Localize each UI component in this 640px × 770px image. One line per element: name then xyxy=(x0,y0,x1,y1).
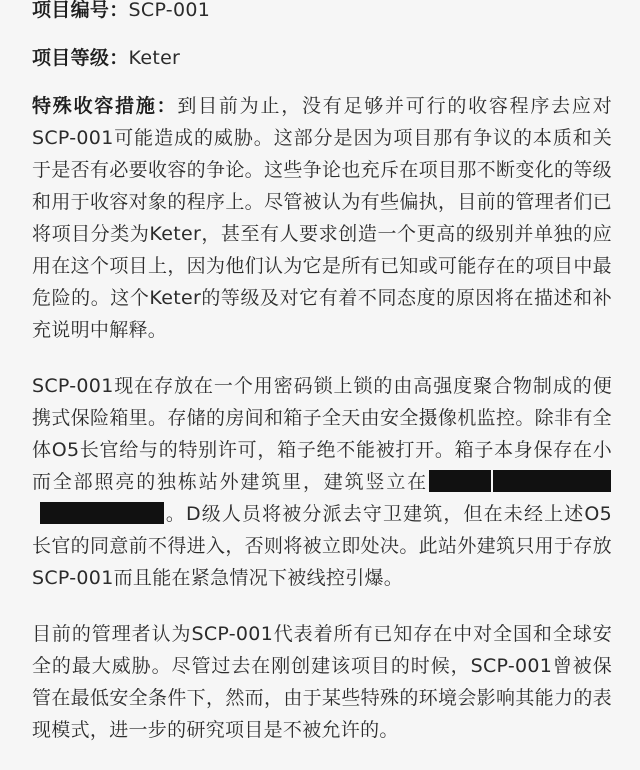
containment-paragraph-1-text: 到目前为止，没有足够并可行的收容程序去应对SCP-001可能造成的威胁。这部分是因为项目那有争议的本质和关于是否有必要收容的争论。这些争论也充斥在项目那不断变化的等级和用于收容对象的程序上。尽管被认为有些偏执，目前的管理者们已将项目分类为Keter，甚至有人要求创造一个更高的级别并单独的应用在这个项目上，因为他们认为它是所有已知或可能存在的项目中最危险的。这个Keter的等级及对它有着不同态度的原因将在描述和补充说明中解释。 xyxy=(32,95,612,341)
redaction-bar xyxy=(493,470,611,492)
document-body xyxy=(32,0,612,770)
object-class-value: Keter xyxy=(128,47,181,69)
containment-paragraph-2-after: 。D级人员将被分派去守卫建筑，但在未经上述O5长官的同意前不得进入，否则将被立即处决。此站外建筑只用于存放SCP-001而且能在紧急情况下被线控引爆。 xyxy=(32,503,612,589)
object-class-label: 项目等级： xyxy=(32,47,129,69)
redaction-bar xyxy=(429,470,491,492)
containment-paragraph-2 xyxy=(32,370,612,594)
item-number-line xyxy=(32,0,612,26)
containment-paragraph-3 xyxy=(32,618,612,746)
containment-paragraph-3-text: 目前的管理者认为SCP-001代表着所有已知存在中对全国和全球安全的最大威胁。尽管过去在刚创建该项目的时候，SCP-001曾被保管在最低安全条件下，然而，由于某些特殊的环境会影响其能力的表现模式，进一步的研究项目是不被允许的。 xyxy=(32,623,612,741)
containment-paragraph-1 xyxy=(32,90,612,346)
object-class-line xyxy=(32,42,612,74)
item-number-label: 项目编号： xyxy=(32,0,129,21)
containment-label: 特殊收容措施： xyxy=(32,95,178,117)
containment-paragraph-2-before: SCP-001现在存放在一个用密码锁上锁的由高强度聚合物制成的便携式保险箱里。存储的房间和箱子全天由安全摄像机监控。除非有全体O5长官给与的特别许可，箱子绝不能被打开。箱子本身保存在小而全部照亮的独栋站外建筑里，建筑竖立在 xyxy=(32,375,612,493)
item-number-value: SCP-001 xyxy=(128,0,211,21)
redaction-bar xyxy=(40,502,164,524)
